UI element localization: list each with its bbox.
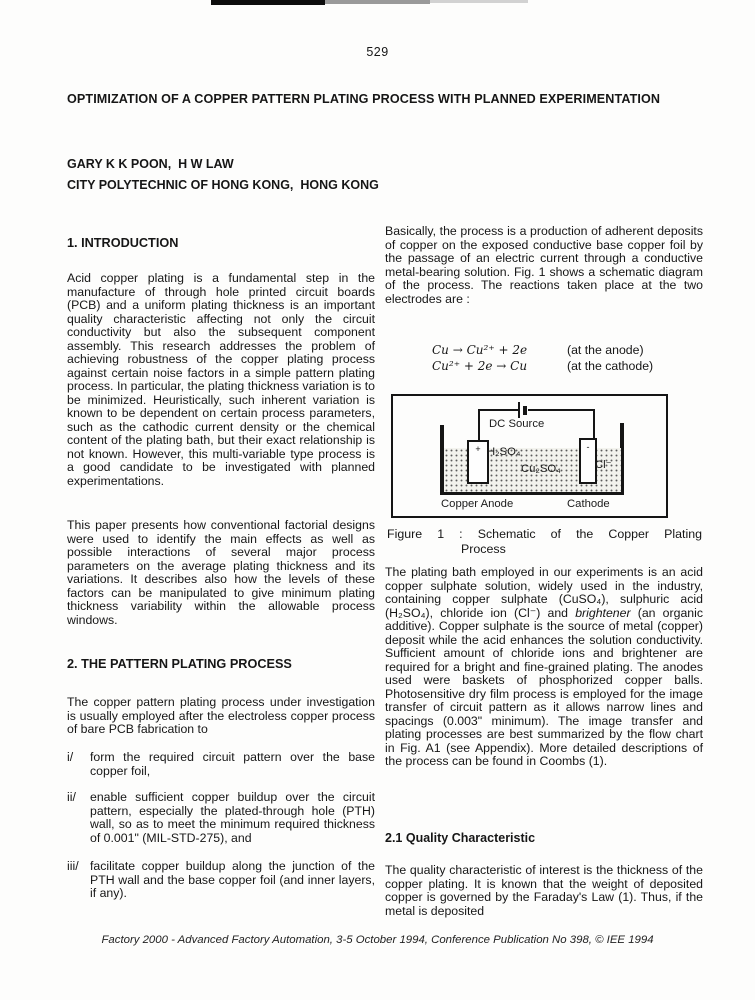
authors-line: GARY K K POON, H W LAW [67, 157, 234, 171]
list-marker: i/ [67, 750, 74, 764]
cathode-reaction-formula: Cu²⁺ + 2e → Cu [432, 358, 528, 373]
page-number: 529 [366, 45, 389, 59]
scan-artifact-bar-light [430, 0, 528, 3]
wire-left-horizontal [478, 409, 520, 411]
figure-caption-line-1: Figure 1 : Schematic of the Copper Plating [387, 527, 702, 541]
anode-electrode [467, 440, 489, 484]
intro-paragraph-2: This paper presents how conventional factorial designs were used to identify the main effects as well as possible interactions of several major process parameters on the average plating thickness and its variations. It describes also how the levels of these factors can be manipulated to give minimum plating thickness variability within the allowable process windows. [67, 518, 375, 627]
wire-right-horizontal [528, 409, 595, 411]
section-2-heading: 2. THE PATTERN PLATING PROCESS [67, 657, 292, 671]
anode-reaction-formula: Cu → Cu²⁺ + 2e [432, 343, 528, 357]
paper-title: OPTIMIZATION OF A COPPER PATTERN PLATING PROCESS WITH PLANNED EXPERIMENTATION [67, 92, 661, 106]
anode-reaction-label: (at the anode) [567, 343, 644, 357]
h2so4-label: H₂SO₄ [487, 446, 521, 458]
list-item-text: form the required circuit pattern over the base copper foil, [90, 750, 375, 778]
list-item [67, 860, 375, 901]
scan-artifact-bar-dark [211, 0, 325, 5]
battery-long-plate-icon [518, 402, 520, 418]
battery-short-plate-icon [523, 406, 527, 415]
list-marker: ii/ [67, 790, 76, 804]
list-marker: iii/ [67, 859, 79, 873]
equation-row [385, 359, 703, 375]
conference-footer: Factory 2000 - Advanced Factory Automation, 3-5 October 1994, Conference Publication No 398, © IEE 1994 [101, 934, 654, 946]
list-item-text: facilitate copper buildup along the junction of the PTH wall and the base copper foil (and inner layers, if any). [90, 859, 375, 900]
cathode-sign: - [586, 442, 590, 452]
copper-anode-label: Copper Anode [441, 498, 514, 510]
wire-left-vertical [478, 409, 480, 442]
section-1-heading: 1. INTRODUCTION [67, 236, 179, 250]
scan-artifact-bar-gray [325, 0, 430, 4]
quality-characteristic-paragraph: The quality characteristic of interest is the thickness of the copper plating. It is known that the weight of deposited copper is governed by the Faraday's Law (1). Thus, if the metal is deposited [385, 863, 703, 918]
paragraph-text: (an organic additive). Copper sulphate is the source of metal (copper) deposit while the acid enhances the solution conductivity. Sufficient amount of chloride ions and brightener are required for a bright and fine-grained plating. The anodes used were baskets of phosphorized copper balls. Photosensitive dry film process is employed for the image transfer of circuit pattern as it allows narrow lines and spacings (0.003" minimum). The image transfer and plating processes are best summarized by the flow chart in Fig. A1 (see Appendix). More detailed descriptions of the process can be found in Coombs (1). [385, 605, 704, 768]
section-2-1-heading: 2.1 Quality Characteristic [385, 831, 536, 845]
cathode-name-label: Cathode [567, 498, 610, 510]
paragraph-text: The plating bath employed in our experiments is an acid copper sulphate solution, widely used in the industry, containing copper sulphate (CuSO₄), sulphuric acid (H₂SO₄), chloride ion (Cl⁻) and [385, 565, 703, 620]
figure-1-schematic [391, 394, 668, 518]
section-2-paragraph: The copper pattern plating process under investigation is usually employed after the electroless copper process of bare PCB fabrication to [67, 695, 375, 736]
intro-paragraph-1: Acid copper plating is a fundamental step in the manufacture of through hole printed circuit boards (PCB) and a uniform plating thickness is an important quality characteristic affecting not only the circuit conductivity but also the subsequent component assembly. This research addresses the problem of achieving robustness of the copper plating process against certain noise factors in a simple pattern plating process. In particular, the plating thickness variation is to be minimized. Heuristically, such inherent variation is known to be dependent on certain process parameters, such as the cathodic current density or the chemical content of the plating bath, but their exact relationship is not known. However, this multi-variable type process is a good candidate to be investigated with planned experimentations. [67, 271, 375, 488]
cathode-reaction-label: (at the cathode) [567, 358, 654, 373]
list-item-text: enable sufficient copper buildup over the circuit pattern, especially the plated-through hole (PTH) wall, so as to meet the minimum required thickness of 0.001" (MIL-STD-275), and [90, 790, 375, 845]
plating-bath-paragraph [385, 566, 703, 769]
equation-row [385, 343, 703, 359]
dc-source-label: DC Source [489, 418, 545, 430]
wire-right-vertical [593, 409, 595, 440]
anode-sign: + [475, 444, 481, 454]
figure-1-caption [387, 527, 702, 556]
affiliation-line: CITY POLYTECHNIC OF HONG KONG, HONG KONG [67, 178, 379, 192]
process-paragraph: Basically, the process is a production of adherent deposits of copper on the exposed conductive base copper foil by the passage of an electric current through a conductive metal-bearing solution. Fig. 1 shows a schematic diagram of the process. The reactions taken place at the two electrodes are : [385, 224, 703, 306]
reaction-equations [385, 343, 703, 374]
figure-caption-line-2: Process [461, 541, 506, 556]
list-item [67, 751, 375, 778]
cu2so4-label: Cu₂SO₄ [521, 463, 561, 475]
numbered-list [67, 751, 375, 901]
brightener-italic-word: brightener [575, 605, 631, 620]
list-item [67, 791, 375, 845]
chloride-label: Cl⁻ [595, 459, 612, 471]
